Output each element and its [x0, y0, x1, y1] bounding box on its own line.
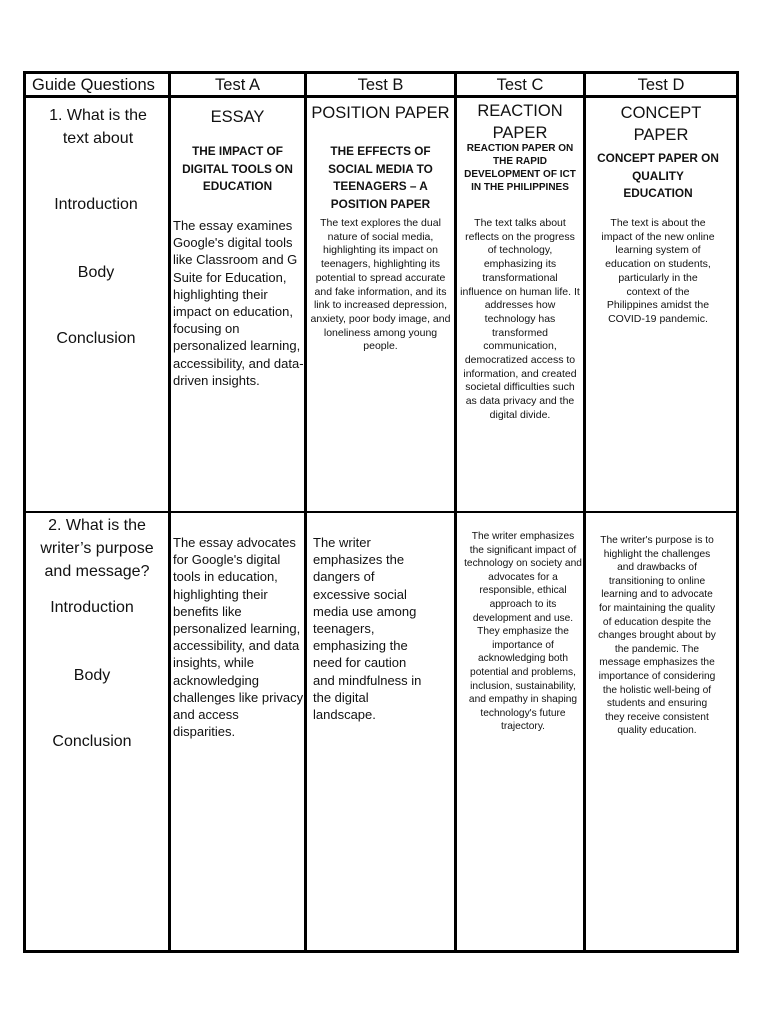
cell-body: The essay advocates for Google's digital tools in education, highlighting their benefits like personalized learning, accessibility, and data insights, while acknowledging challenges like privacy and access disparities.: [173, 535, 304, 740]
cell-body: The writer's purpose is to highlight the challenges and drawbacks of transitioning to online learning and to advocate for maintaining the quality of education despite the changes brought about by the pandemic. The message emphasizes the importance of considering the holistic well-being of students and ensuring they receive consistent quality education.: [598, 535, 716, 737]
cell-body: The text is about the impact of the new online learning system of education on students, particularly in the context of the Philippines amidst the COVID-19 pandemic.: [601, 217, 715, 325]
label-body: Body: [77, 264, 115, 281]
header-test-d: Test D: [637, 75, 685, 94]
guide-question-2: 2. What is the writer’s purpose and message?: [40, 517, 154, 580]
text-type-essay: ESSAY: [210, 108, 265, 126]
cell-body: The writer emphasizes the significant impact of technology on society and advocates for a responsible, ethical approach to its development and use. They emphasize the importance of acknowledging both potential and problems, inclusion, sustainability, and empathy in shaping technology's future trajectory.: [464, 531, 582, 733]
text-title: CONCEPT PAPER ON QUALITY EDUCATION: [597, 151, 719, 200]
label-introduction: Introduction: [50, 599, 134, 616]
cell-body: The essay examines Google's digital tools like Classroom and G Suite for Education, highlighting their impact on education, focusing on personalized learning, accessibility, and data-driven insights.: [173, 218, 304, 388]
text-type-reaction-paper: REACTION PAPER: [477, 102, 563, 142]
header-test-a: Test A: [215, 75, 260, 94]
label-introduction: Introduction: [54, 196, 138, 213]
cell-body: The text explores the dual nature of social media, highlighting its impact on teenagers, highlighting its potential to spread accurate and fake information, and its link to increased depression, anxiety, poor body image, and loneliness among young people.: [310, 217, 451, 353]
text-title: THE EFFECTS OF SOCIAL MEDIA TO TEENAGERS – A POSITION PAPER: [328, 144, 433, 211]
text-type-concept-paper: CONCEPT PAPER: [620, 104, 702, 144]
cell-body: The writer emphasizes the dangers of excessive social media use among teenagers, emphasizing the need for caution and mindfulness in the digital landscape.: [313, 535, 422, 723]
row-divider: [23, 511, 739, 513]
text-title: THE IMPACT OF DIGITAL TOOLS ON EDUCATION: [182, 144, 293, 193]
header-test-c: Test C: [496, 75, 544, 94]
header-test-b: Test B: [357, 75, 404, 94]
guide-question-1: 1. What is the text about: [49, 107, 147, 147]
text-title: REACTION PAPER ON THE RAPID DEVELOPMENT OF ICT IN THE PHILIPPINES: [464, 143, 576, 193]
cell-body: The text talks about reflects on the progress of technology, emphasizing its transformational influence on human life. It addresses how technology has transformed communication, democratized access to information, and created societal difficulties such as data privacy and the digital divide.: [460, 217, 580, 421]
text-type-position-paper: POSITION PAPER: [311, 104, 450, 122]
header-guide-questions: Guide Questions: [32, 75, 155, 94]
label-conclusion: Conclusion: [56, 330, 136, 347]
label-body: Body: [73, 667, 111, 684]
label-conclusion: Conclusion: [52, 733, 132, 750]
